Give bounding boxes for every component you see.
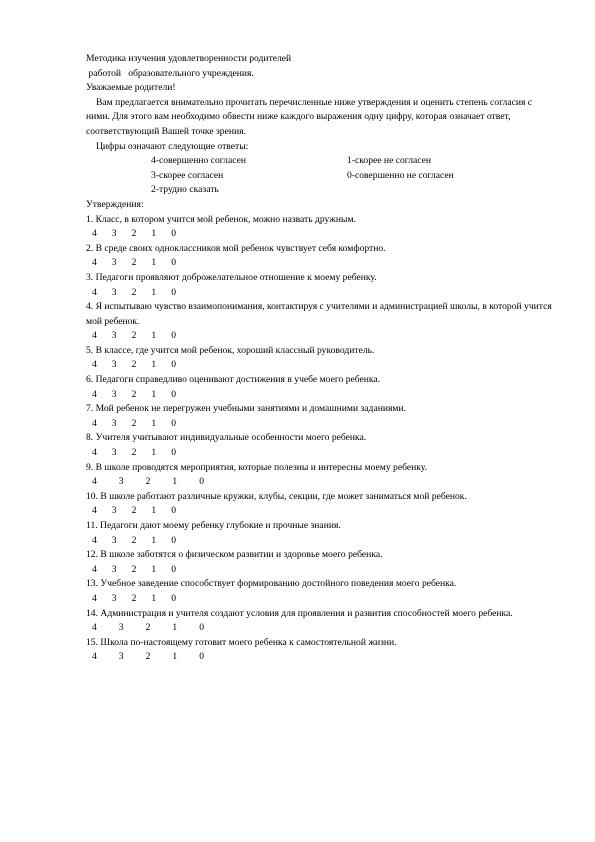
rating-scale: [86, 388, 556, 403]
rating-scale: [86, 256, 556, 271]
key-1: 1-скорее не согласен: [347, 155, 432, 167]
key-4: 4-совершенно согласен: [151, 155, 247, 167]
rating-option-3[interactable]: 3: [111, 417, 117, 429]
intro-paragraph: Вам предлагается внимательно прочитать перечисленные ниже утверждения и оценить степень согласия с ними. Для этого вам необходимо обвести ниже каждого выражения одну цифру, которая означает ответ, соответствующий Вашей точке зрения.: [86, 96, 533, 137]
rating-option-2[interactable]: 2: [145, 622, 151, 634]
rating-option-0[interactable]: 0: [171, 447, 176, 459]
question-text: 9. В школе проводятся мероприятия, которые полезны и интересны моему ребенку.: [86, 461, 427, 473]
rating-option-1[interactable]: 1: [151, 330, 157, 342]
question-text: 15. Школа по-настоящему готовит моего ребенка к самостоятельной жизни.: [86, 636, 397, 648]
rating-option-1[interactable]: 1: [172, 651, 178, 663]
rating-option-2[interactable]: 2: [131, 417, 137, 429]
rating-option-3[interactable]: 3: [111, 359, 117, 371]
rating-scale: [86, 592, 556, 607]
rating-option-2[interactable]: 2: [131, 359, 137, 371]
rating-option-3[interactable]: 3: [118, 622, 124, 634]
question-item: [86, 461, 556, 490]
rating-option-4[interactable]: 4: [92, 505, 97, 517]
rating-scale: [86, 446, 556, 461]
rating-option-0[interactable]: 0: [171, 417, 176, 429]
rating-option-3[interactable]: 3: [111, 228, 117, 240]
rating-option-0[interactable]: 0: [171, 592, 176, 604]
rating-option-1[interactable]: 1: [151, 228, 157, 240]
rating-option-0[interactable]: 0: [199, 622, 204, 634]
question-item: [86, 213, 556, 242]
rating-option-2[interactable]: 2: [131, 257, 137, 269]
rating-option-0[interactable]: 0: [171, 534, 176, 546]
rating-option-4[interactable]: 4: [92, 257, 97, 269]
question-item: [86, 636, 556, 665]
rating-option-4[interactable]: 4: [92, 592, 97, 604]
rating-option-1[interactable]: 1: [151, 359, 157, 371]
rating-option-2[interactable]: 2: [131, 447, 137, 459]
rating-option-0[interactable]: 0: [171, 388, 176, 400]
question-text: 3. Педагоги проявляют доброжелательное отношение к моему ребенку.: [86, 271, 377, 283]
question-item: [86, 490, 556, 519]
questions-list: [86, 213, 556, 665]
rating-option-4[interactable]: 4: [92, 388, 97, 400]
rating-option-4[interactable]: 4: [92, 534, 97, 546]
answer-key: [86, 154, 556, 183]
greeting: Уважаемые родители!: [86, 82, 176, 94]
question-item: [86, 402, 556, 431]
rating-option-1[interactable]: 1: [151, 286, 157, 298]
rating-option-0[interactable]: 0: [171, 505, 176, 517]
rating-option-2[interactable]: 2: [131, 330, 137, 342]
question-text: 5. В классе, где учится мой ребенок, хороший классный руководитель.: [86, 344, 375, 356]
rating-option-1[interactable]: 1: [151, 563, 157, 575]
rating-option-1[interactable]: 1: [172, 622, 178, 634]
question-item: [86, 548, 556, 577]
rating-option-2[interactable]: 2: [131, 534, 137, 546]
rating-option-3[interactable]: 3: [111, 388, 117, 400]
question-item: [86, 300, 556, 344]
rating-scale: [86, 417, 556, 432]
rating-option-2[interactable]: 2: [145, 651, 151, 663]
question-text: 8. Учителя учитывают индивидуальные особенности моего ребенка.: [86, 432, 367, 444]
rating-scale: [86, 621, 556, 636]
rating-option-2[interactable]: 2: [145, 476, 151, 488]
rating-option-3[interactable]: 3: [111, 563, 117, 575]
key-0: 0-совершенно не согласен: [347, 169, 454, 181]
digits-intro: Цифры означают следующие ответы:: [96, 140, 249, 152]
question-text: 2. В среде своих одноклассников мой ребенок чувствует себя комфортно.: [86, 242, 386, 254]
question-text: 7. Мой ребенок не перегружен учебными занятиями и домашними заданиями.: [86, 403, 406, 415]
rating-option-2[interactable]: 2: [131, 592, 137, 604]
rating-option-4[interactable]: 4: [92, 330, 97, 342]
rating-option-0[interactable]: 0: [199, 651, 204, 663]
rating-scale: [86, 504, 556, 519]
rating-option-3[interactable]: 3: [111, 286, 117, 298]
rating-option-0[interactable]: 0: [171, 257, 176, 269]
question-text: 1. Класс, в котором учится мой ребенок, можно назвать дружным.: [86, 213, 356, 225]
rating-option-4[interactable]: 4: [92, 447, 97, 459]
rating-option-0[interactable]: 0: [171, 563, 176, 575]
rating-option-1[interactable]: 1: [151, 505, 157, 517]
rating-option-3[interactable]: 3: [111, 534, 117, 546]
question-item: [86, 431, 556, 460]
rating-option-1[interactable]: 1: [151, 534, 157, 546]
rating-option-3[interactable]: 3: [111, 592, 117, 604]
rating-option-3[interactable]: 3: [111, 447, 117, 459]
question-text: 12. В школе заботятся о физическом развитии и здоровье моего ребенка.: [86, 549, 383, 561]
survey-content: [86, 52, 556, 665]
rating-scale: [86, 650, 556, 665]
rating-option-4[interactable]: 4: [92, 359, 97, 371]
rating-scale: [86, 358, 556, 373]
rating-option-4[interactable]: 4: [92, 622, 97, 634]
question-item: [86, 242, 556, 271]
rating-scale: [86, 286, 556, 301]
question-item: [86, 577, 556, 606]
rating-option-3[interactable]: 3: [118, 476, 124, 488]
rating-option-1[interactable]: 1: [172, 476, 178, 488]
rating-option-3[interactable]: 3: [111, 257, 117, 269]
rating-option-3[interactable]: 3: [118, 651, 124, 663]
question-item: [86, 344, 556, 373]
rating-option-2[interactable]: 2: [131, 228, 137, 240]
rating-option-4[interactable]: 4: [92, 286, 97, 298]
rating-option-0[interactable]: 0: [171, 330, 176, 342]
rating-scale: [86, 329, 556, 344]
rating-option-2[interactable]: 2: [131, 286, 137, 298]
question-text: 13. Учебное заведение способствует формированию достойного поведения моего ребенка.: [86, 578, 457, 590]
rating-option-4[interactable]: 4: [92, 417, 97, 429]
question-text: 4. Я испытываю чувство взаимопонимания, контактируя с учителями и администрацией школы, в которой учится мой ребенок.: [86, 301, 552, 327]
key-3: 3-скорее согласен: [151, 169, 224, 181]
question-item: [86, 519, 556, 548]
question-text: 14. Администрация и учителя создают условия для проявления и развития способностей моего ребенка.: [86, 607, 513, 619]
rating-option-4[interactable]: 4: [92, 563, 97, 575]
rating-option-4[interactable]: 4: [92, 476, 97, 488]
rating-option-1[interactable]: 1: [151, 592, 157, 604]
rating-option-0[interactable]: 0: [171, 286, 176, 298]
rating-option-1[interactable]: 1: [151, 447, 157, 459]
question-item: [86, 607, 556, 636]
rating-scale: [86, 475, 556, 490]
rating-option-3[interactable]: 3: [111, 330, 117, 342]
rating-option-2[interactable]: 2: [131, 505, 137, 517]
rating-option-0[interactable]: 0: [171, 228, 176, 240]
document-title-line1: Методика изучения удовлетворенности родителей: [86, 53, 292, 64]
rating-option-2[interactable]: 2: [131, 388, 137, 400]
rating-option-4[interactable]: 4: [92, 651, 97, 663]
rating-option-1[interactable]: 1: [151, 388, 157, 400]
rating-option-2[interactable]: 2: [131, 563, 137, 575]
document-title-line2: работой образовательного учреждения.: [86, 67, 254, 79]
question-item: [86, 271, 556, 300]
statements-heading: Утверждения:: [86, 198, 144, 210]
question-text: 11. Педагоги дают моему ребенку глубокие и прочные знания.: [86, 520, 341, 531]
question-item: [86, 373, 556, 402]
rating-option-1[interactable]: 1: [151, 257, 157, 269]
rating-scale: [86, 563, 556, 578]
question-text: 6. Педагоги справедливо оценивают достижения в учебе моего ребенка.: [86, 374, 381, 386]
rating-option-4[interactable]: 4: [92, 228, 97, 240]
rating-scale: [86, 227, 556, 242]
rating-scale: [86, 534, 556, 549]
key-2: 2-трудно сказать: [151, 184, 219, 196]
question-text: 10. В школе работают различные кружки, клубы, секции, где может заниматься мой ребенок.: [86, 490, 467, 502]
rating-option-0[interactable]: 0: [171, 359, 176, 371]
rating-option-0[interactable]: 0: [199, 476, 204, 488]
rating-option-1[interactable]: 1: [151, 417, 157, 429]
rating-option-3[interactable]: 3: [111, 505, 117, 517]
